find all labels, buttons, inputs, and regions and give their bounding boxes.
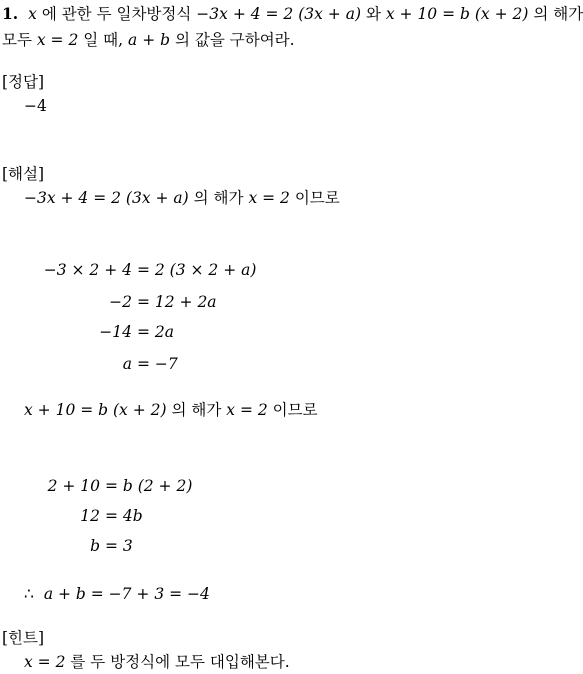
hint-label: [힌트]: [2, 629, 45, 647]
step-lhs: −2: [109, 293, 132, 311]
problem-text-5: 일 때,: [83, 31, 124, 49]
problem-equation-1: −3x + 4 = 2 (3x + a): [196, 5, 361, 23]
step-lhs: 2 + 10: [47, 477, 100, 495]
solution-condition-1: x = 2: [248, 189, 290, 207]
step-rhs: 2a: [154, 323, 174, 341]
problem-text-4: 모두: [2, 31, 32, 49]
hint-condition: x = 2: [24, 653, 66, 671]
solution-label: [해설]: [2, 165, 45, 183]
problem-text-1: 에 관한 두 일차방정식: [41, 5, 192, 23]
solution-text-3: 의 해가: [171, 401, 222, 419]
solution-intro-1: [24, 188, 340, 208]
hint-line: [24, 652, 290, 672]
problem-variable: x: [28, 5, 37, 23]
solution-intro-2: [24, 400, 318, 420]
step-row: −2 = 12 + 2a: [30, 292, 217, 312]
answer-label: [정답]: [2, 73, 45, 91]
step-row: a = −7: [30, 354, 178, 374]
step-rhs: −7: [154, 355, 178, 373]
answer-value: −4: [24, 97, 47, 115]
hint-text: 를 두 방정식에 모두 대입해본다.: [70, 653, 290, 671]
solution-text-2: 이므로: [294, 189, 340, 207]
step-rhs: b (2 + 2): [122, 477, 193, 495]
step-lhs: −3 × 2 + 4: [43, 261, 132, 279]
step-row: 12 = 4b: [30, 506, 143, 526]
step-row: 2 + 10 = b (2 + 2): [30, 476, 192, 496]
problem-number: 1.: [2, 4, 19, 23]
therefore-symbol: ∴: [24, 585, 34, 603]
step-rhs: 12 + 2a: [154, 293, 217, 311]
step-lhs: a: [122, 355, 132, 373]
problem-text-3: 의 해가: [533, 5, 583, 23]
step-row: −3 × 2 + 4 = 2 (3 × 2 + a): [30, 260, 256, 280]
problem-expression: a + b: [128, 31, 171, 49]
solution-condition-2: x = 2: [226, 401, 268, 419]
solution-equation-1: −3x + 4 = 2 (3x + a): [24, 189, 189, 207]
step-rhs: 3: [122, 537, 133, 555]
step-rhs: 2 (3 × 2 + a): [154, 261, 257, 279]
problem-equation-2: x + 10 = b (x + 2): [385, 5, 529, 23]
step-row: −14 = 2a: [30, 322, 174, 342]
solution-equation-2: x + 10 = b (x + 2): [24, 401, 167, 419]
solution-conclusion: [24, 584, 210, 604]
solution-text-4: 이므로: [272, 401, 318, 419]
problem-line-1: [2, 4, 583, 24]
problem-line-2: [2, 30, 295, 50]
problem-condition: x = 2: [36, 31, 79, 49]
problem-text-2: 와: [365, 5, 381, 23]
step-lhs: −14: [99, 323, 132, 341]
step-lhs: 12: [80, 507, 100, 525]
step-rhs: 4b: [122, 507, 143, 525]
step-lhs: b: [90, 537, 100, 555]
step-row: b = 3: [30, 536, 133, 556]
solution-text-1: 의 해가: [193, 189, 244, 207]
problem-text-6: 의 값을 구하여라.: [174, 31, 295, 49]
conclusion-equation: a + b = −7 + 3 = −4: [43, 585, 210, 603]
